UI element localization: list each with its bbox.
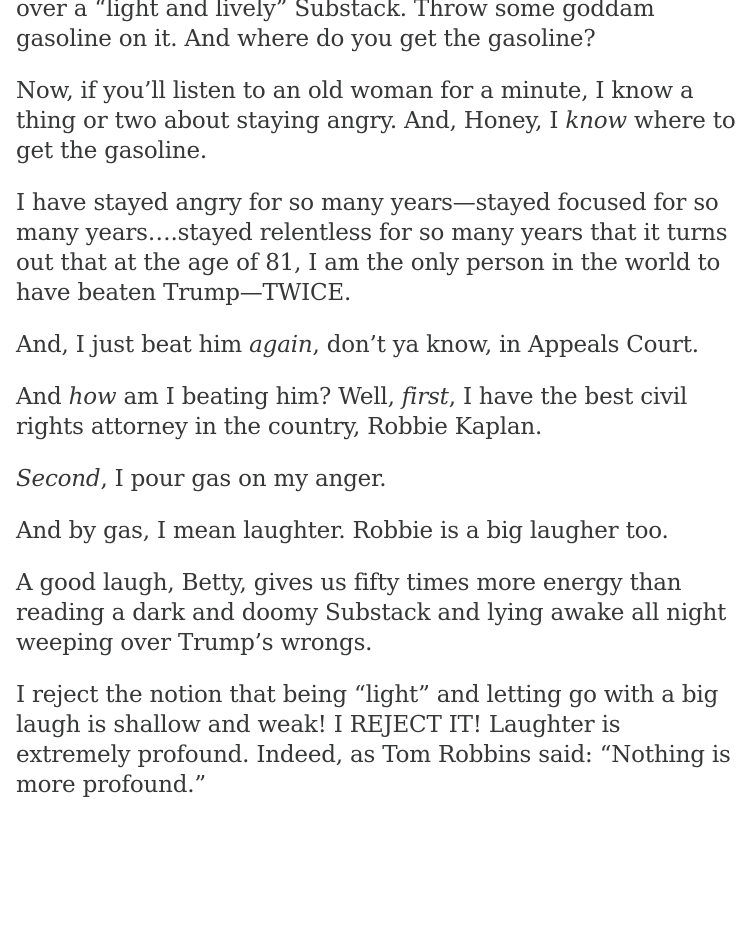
emphasized-text: how [68, 384, 117, 410]
article-paragraph [16, 330, 739, 360]
emphasized-text: know [565, 108, 627, 134]
paragraph-text: I reject the notion that being “light” and letting go with a big laugh is shallow and weak! I REJECT IT! Laughter is extremely profound. Indeed, as Tom Robbins said: “Nothing is more profound.” [16, 682, 731, 798]
paragraph-text: , I have the best civil rights attorney in the country, Robbie Kaplan. [16, 384, 688, 440]
emphasized-text: first [401, 384, 449, 410]
paragraph-text: , don’t ya know, in Appeals Court. [312, 332, 699, 358]
article-paragraph [16, 464, 739, 494]
paragraph-text: where to get the gasoline. [16, 108, 736, 164]
article-paragraph [16, 568, 739, 658]
paragraph-text: And [16, 384, 69, 410]
paragraph-text: And, I just beat him [16, 332, 250, 358]
article-paragraph [16, 516, 739, 546]
paragraph-text: Now, if you’ll listen to an old woman for a minute, I know a thing or two about staying angry. And, Honey, I [16, 78, 694, 134]
paragraph-text: , I pour gas on my anger. [100, 466, 387, 492]
paragraph-text: am I beating him? Well, [116, 384, 402, 410]
paragraph-text: A good laugh, Betty, gives us fifty times more energy than reading a dark and doomy Substack and lying awake all night weeping over Trump’s wrongs. [16, 570, 727, 656]
paragraph-text: I have stayed angry for so many years—stayed focused for so many years….stayed relentless for so many years that it turns out that at the age of 81, I am the only person in the world to have beaten Trump—TWICE. [16, 190, 728, 306]
emphasized-text: Second [16, 466, 101, 492]
article-paragraph [16, 0, 739, 54]
article-paragraph [16, 382, 739, 442]
emphasized-text: again [249, 332, 313, 358]
article-paragraph [16, 680, 739, 800]
article-paragraph [16, 76, 739, 166]
paragraph-text: over a “light and lively” Substack. Throw some goddam gasoline on it. And where do you get the gasoline? [16, 0, 655, 52]
article-paragraph [16, 188, 739, 308]
paragraph-text: And by gas, I mean laughter. Robbie is a big laugher too. [16, 518, 669, 544]
